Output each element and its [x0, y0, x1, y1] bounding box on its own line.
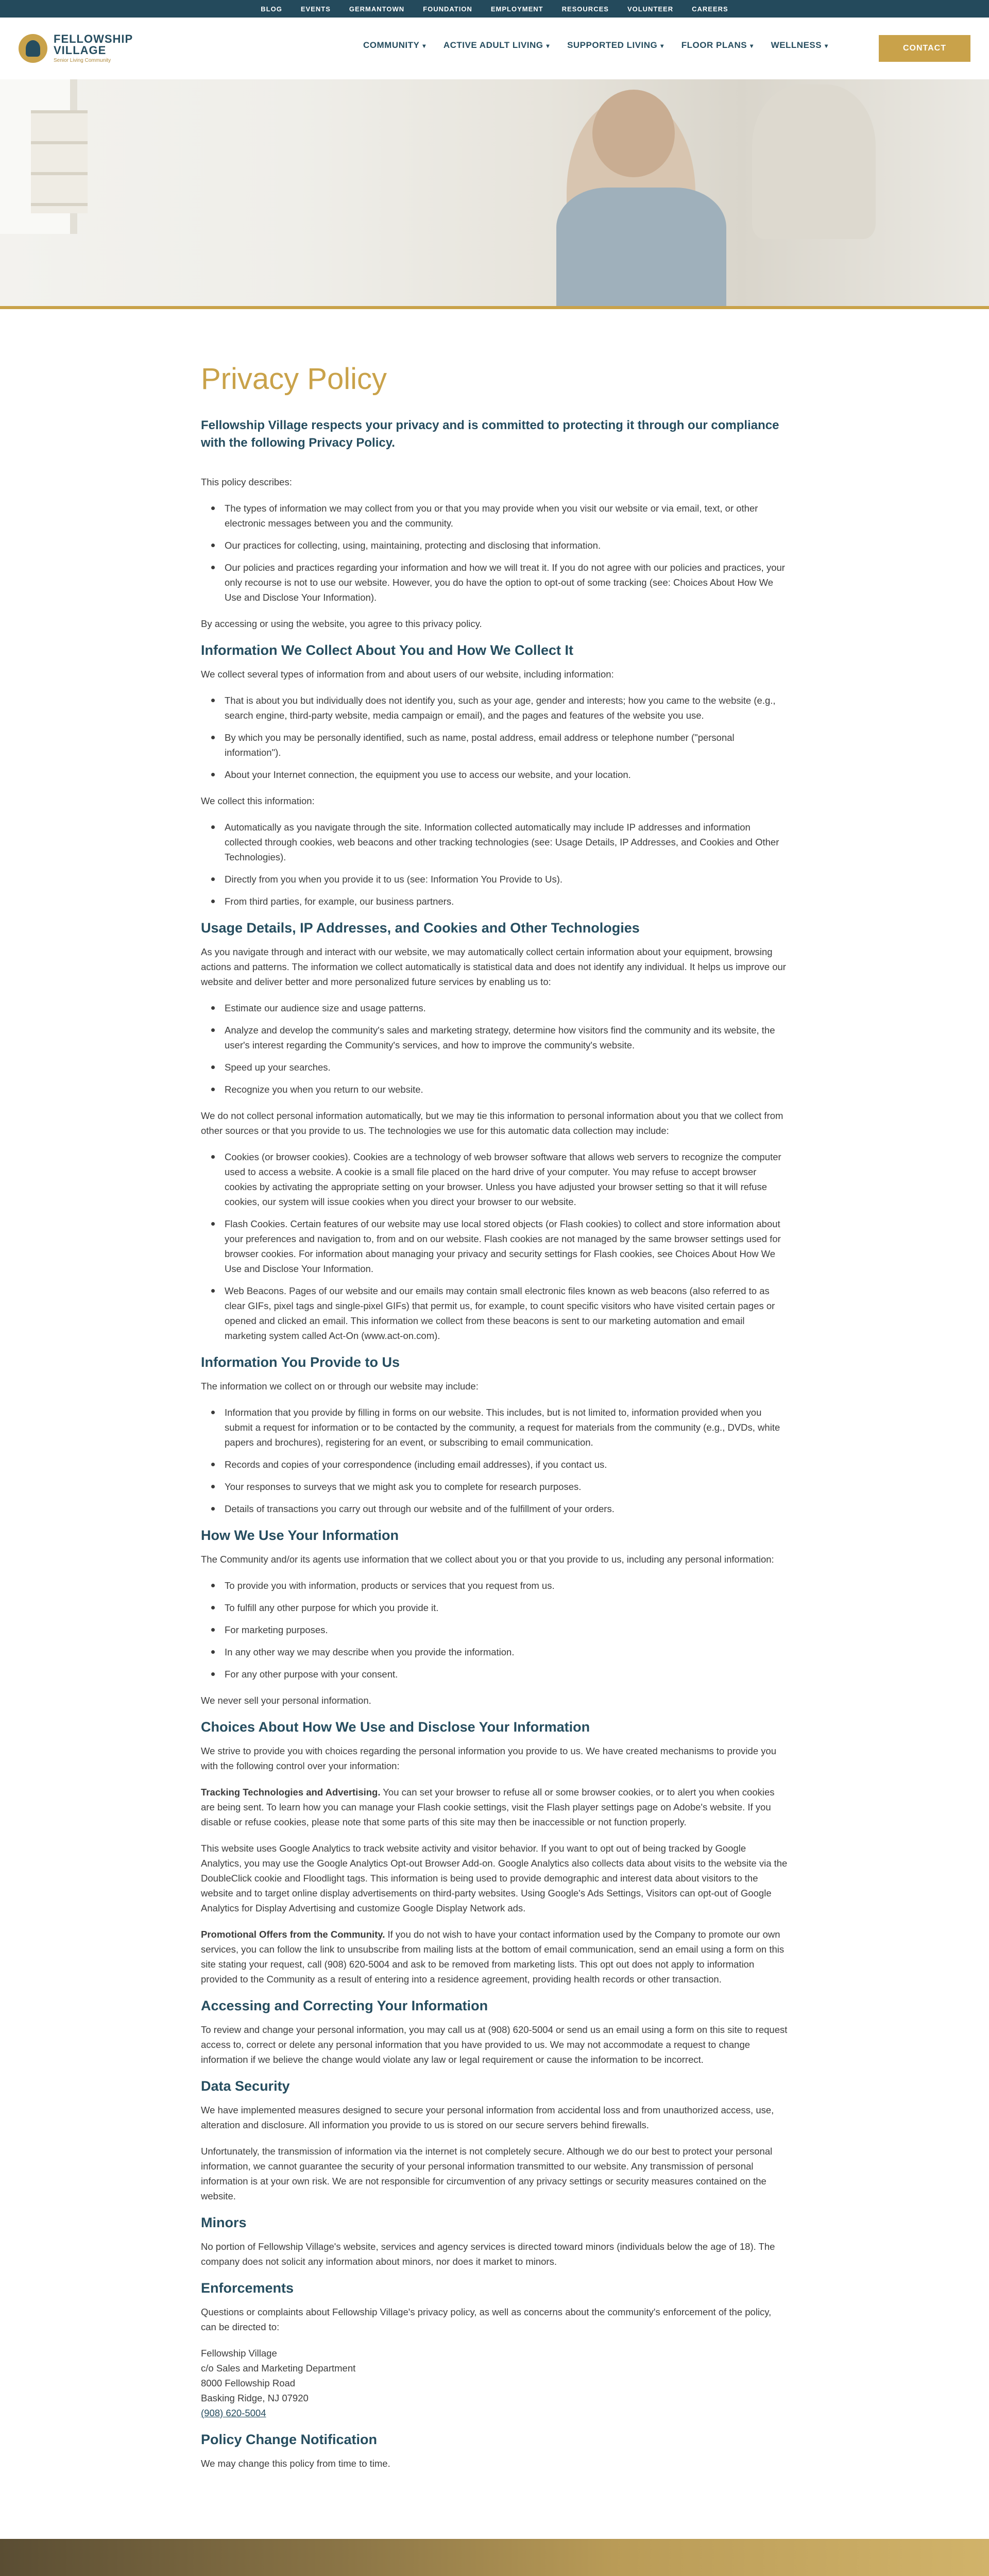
- hero-shirt: [556, 188, 726, 306]
- heading-usage: Usage Details, IP Addresses, and Cookies and Other Technologies: [201, 920, 640, 936]
- paragraph: This website uses Google Analytics to track website activity and visitor behavior. If you want to opt out of being tracked by Google Analytics, you may use the Google Analytics Opt-out Browser Add-on. Google Analytics also collects data about visits to the website via the DoubleClick cookie and Floodlight tags. This information is being used to provide demographic and interest data about visitors to the website and to target online display advertisements on third-party websites. Using Google's Ads Settings, Visitors can opt-out of Google Analytics for Display Advertising and customize Google Display Network ads.: [201, 1843, 788, 1913]
- paragraph: Tracking Technologies and Advertising. You can set your browser to refuse all or some browser cookies, or to alert you when cookies are being sent. To learn how you can manage your Flash cookie settings, visit the Flash player settings page on Adobe's website. If you disable or refuse cookies, please note that some parts of this site may then be inaccessible or not function properly.: [201, 1787, 775, 1827]
- heading-access: Accessing and Correcting Your Information: [201, 1998, 488, 2013]
- list-item: Directly from you when you provide it to us (see: Information You Provide to Us).: [223, 872, 788, 887]
- list-item: Cookies (or browser cookies). Cookies are a technology of web browser software that allows web servers to recognize the computer used to access a website. A cookie is a small file placed on the hard drive of your computer. You may refuse to accept browser cookies by activating the appropriate setting on your browser. Unless you have adjusted your browser setting so that it will refuse cookies, our system will issue cookies when you direct your browser to our website.: [223, 1149, 788, 1209]
- collect-list: [223, 693, 788, 782]
- list-item: To provide you with information, products or services that you request from us.: [223, 1578, 788, 1593]
- tech-list: [223, 1149, 788, 1343]
- paragraph: We have implemented measures designed to secure your personal information from accidental loss and from unauthorized access, use, alteration and disclosure. All information you provide to us is stored on our secure servers behind firewalls.: [201, 2105, 774, 2130]
- list-item: In any other way we may describe when you provide the information.: [223, 1645, 788, 1659]
- list-item: To fulfill any other purpose for which you provide it.: [223, 1600, 788, 1615]
- list-item: That is about you but individually does not identify you, such as your age, gender and interests; how you came to the website (e.g., search engine, third-party website, media campaign or email), and the pages and features of the website you use.: [223, 693, 788, 723]
- list-item: Recognize you when you return to our website.: [223, 1082, 788, 1097]
- policy-lead: Fellowship Village respects your privacy and is committed to protecting it through our compliance with the following Privacy Policy.: [201, 418, 779, 450]
- phone-link[interactable]: (908) 620-5004: [201, 2408, 266, 2418]
- chevron-down-icon: ▾: [546, 42, 550, 49]
- utility-link[interactable]: CAREERS: [692, 5, 728, 13]
- logo-text-line2: VILLAGE: [54, 44, 107, 57]
- paragraph: We collect several types of information from and about users of our website, including information:: [201, 669, 614, 680]
- heading-choices: Choices About How We Use and Disclose Your Information: [201, 1719, 590, 1735]
- list-item: Flash Cookies. Certain features of our website may use local stored objects (or Flash cookies) to collect and store information about your preferences and navigation to, from and on our website. Flash cookies are not managed by the same browser settings used for browser cookies. For information about managing your privacy and security settings for Flash cookies, see Choices About How We Use and Disclose Your Information.: [223, 1216, 788, 1276]
- chevron-down-icon: ▾: [750, 42, 754, 49]
- logo-tagline: Senior Living Community: [54, 58, 111, 63]
- paragraph: No portion of Fellowship Village's website, services and agency services is directed toward minors (individuals below the age of 18). The company does not solicit any information about minors, nor does it market to minors.: [201, 2241, 775, 2267]
- list-item: Analyze and develop the community's sales and marketing strategy, determine how visitors find the community and its website, the user's interest regarding the Community's services, and how to improve the community's website.: [223, 1023, 788, 1053]
- list-item: Our policies and practices regarding your information and how we will treat it. If you do not agree with our policies and practices, your only recourse is not to use our website. However, you do have the option to opt-out of some tracking (see: Choices About How We Use and Disclose Your Information).: [223, 560, 788, 605]
- list-item: For marketing purposes.: [223, 1622, 788, 1637]
- paragraph: Unfortunately, the transmission of information via the internet is not completely secure. Although we do our best to protect your personal information, we cannot guarantee the security of your personal information transmitted to our website. Any transmission of personal information is at your own risk. We are not responsible for circumvention of any privacy settings or security measures contained on the website.: [201, 2146, 773, 2201]
- paragraph: We collect this information:: [201, 795, 315, 806]
- hero-shelf: [31, 110, 88, 213]
- contact-address: [201, 2346, 788, 2420]
- utility-link[interactable]: VOLUNTEER: [627, 5, 674, 13]
- logo-mark-icon: [19, 34, 47, 63]
- contact-button[interactable]: CONTACT: [879, 35, 970, 62]
- paragraph: We never sell your personal information.: [201, 1695, 371, 1706]
- policy-agree: By accessing or using the website, you agree to this privacy policy.: [201, 618, 482, 629]
- nav-active-adult-living[interactable]: ACTIVE ADULT LIVING ▾: [443, 40, 550, 50]
- list-item: By which you may be personally identified, such as name, postal address, email address or telephone number ("personal information").: [223, 730, 788, 760]
- use-list: [223, 1578, 788, 1682]
- paragraph: We may change this policy from time to time.: [201, 2458, 390, 2469]
- list-item: From third parties, for example, our business partners.: [223, 894, 788, 909]
- paragraph: The Community and/or its agents use information that we collect about you or that you provide to us, including any personal information:: [201, 1554, 774, 1565]
- heading-minors: Minors: [201, 2215, 247, 2230]
- hero-person-man: [592, 90, 675, 177]
- list-item: Details of transactions you carry out through our website and of the fulfillment of your orders.: [223, 1501, 788, 1516]
- describes-list: [223, 501, 788, 605]
- address-line: c/o Sales and Marketing Department: [201, 2363, 356, 2374]
- paragraph: Questions or complaints about Fellowship Village's privacy policy, as well as concerns about the community's enforcement of the policy, can be directed to:: [201, 2307, 772, 2332]
- hero-lamp: [752, 84, 876, 239]
- contact-section: [0, 2539, 989, 2576]
- paragraph: The information we collect on or through our website may include:: [201, 1381, 479, 1392]
- hero-image: [0, 79, 989, 306]
- chevron-down-icon: ▾: [660, 42, 664, 49]
- list-item: Speed up your searches.: [223, 1060, 788, 1075]
- utility-link[interactable]: FOUNDATION: [423, 5, 472, 13]
- utility-bar: [0, 0, 989, 18]
- list-item: Our practices for collecting, using, maintaining, protecting and disclosing that information.: [223, 538, 788, 553]
- utility-link[interactable]: EMPLOYMENT: [490, 5, 543, 13]
- paragraph: We strive to provide you with choices regarding the personal information you provide to us. We have created mechanisms to provide you with the following control over your information:: [201, 1745, 777, 1771]
- heading-collect: Information We Collect About You and How We Collect It: [201, 642, 574, 658]
- nav-supported-living[interactable]: SUPPORTED LIVING ▾: [567, 40, 664, 50]
- logo-text-line1: FELLOWSHIP: [54, 32, 133, 45]
- collect-how-list: [223, 820, 788, 909]
- paragraph: We do not collect personal information automatically, but we may tie this information to personal information about you that we collect from other sources or that you provide to us. The technologies we use for this automatic data collection may include:: [201, 1110, 783, 1136]
- utility-link[interactable]: RESOURCES: [561, 5, 609, 13]
- logo[interactable]: [19, 33, 133, 63]
- nav-floor-plans[interactable]: FLOOR PLANS ▾: [681, 40, 754, 50]
- address-line: Basking Ridge, NJ 07920: [201, 2393, 309, 2403]
- list-item: Web Beacons. Pages of our website and our emails may contain small electronic files known as web beacons (also referred to as clear GIFs, pixel tags and single-pixel GIFs) that permit us, for example, to count specific visitors who have visited certain pages or opened and clicked an email. This information we collect from these beacons is sent to our marketing automation and email marketing system called Act-On (www.act-on.com).: [223, 1283, 788, 1343]
- heading-provide: Information You Provide to Us: [201, 1354, 400, 1370]
- utility-link[interactable]: BLOG: [261, 5, 282, 13]
- paragraph: Promotional Offers from the Community. If you do not wish to have your contact information used by the Company to promote our own services, you can follow the link to unsubscribe from mailing lists at the bottom of email communication, send an email using a form on this site stating your request, call (908) 620-5004 and ask to be removed from marketing lists. This opt out does not apply to information provided to the Community as a result of entering into a residence agreement, providing health records or other transaction.: [201, 1929, 785, 1985]
- page-title: Privacy Policy: [201, 362, 387, 396]
- address-line: Fellowship Village: [201, 2348, 277, 2359]
- main-nav: [363, 40, 828, 50]
- heading-enforcements: Enforcements: [201, 2280, 294, 2296]
- provide-list: [223, 1405, 788, 1516]
- heading-security: Data Security: [201, 2078, 290, 2094]
- heading-use: How We Use Your Information: [201, 1528, 399, 1543]
- site-header: [0, 18, 989, 79]
- list-item: The types of information we may collect from you or that you may provide when you visit our website or via email, text, or other electronic messages between you and the community.: [223, 501, 788, 531]
- list-item: Estimate our audience size and usage patterns.: [223, 1001, 788, 1015]
- utility-link[interactable]: GERMANTOWN: [349, 5, 405, 13]
- address-line: 8000 Fellowship Road: [201, 2378, 296, 2388]
- nav-wellness[interactable]: WELLNESS ▾: [771, 40, 828, 50]
- chevron-down-icon: ▾: [422, 42, 426, 49]
- policy-describes: This policy describes:: [201, 477, 292, 487]
- list-item: Records and copies of your correspondence (including email addresses), if you contact us.: [223, 1457, 788, 1472]
- usage-list: [223, 1001, 788, 1097]
- privacy-policy-content: [201, 309, 788, 2539]
- nav-community[interactable]: COMMUNITY ▾: [363, 40, 426, 50]
- utility-link[interactable]: EVENTS: [300, 5, 331, 13]
- list-item: Information that you provide by filling in forms on our website. This includes, but is not limited to, information provided when you submit a request for information or to be contacted by the community, a request for materials from the community (e.g., DVDs, white papers and brochures), registering for an event, or subscribing to email communication.: [223, 1405, 788, 1450]
- heading-change: Policy Change Notification: [201, 2432, 378, 2447]
- list-item: About your Internet connection, the equipment you use to access our website, and your location.: [223, 767, 788, 782]
- chevron-down-icon: ▾: [825, 42, 828, 49]
- list-item: Your responses to surveys that we might ask you to complete for research purposes.: [223, 1479, 788, 1494]
- paragraph: As you navigate through and interact with our website, we may automatically collect certain information about your equipment, browsing actions and patterns. The information we collect automatically is statistical data and does not identify any individual. It helps us improve our website and deliver better and more personalized future services by enabling us to:: [201, 946, 786, 987]
- paragraph: To review and change your personal information, you may call us at (908) 620-5004 or send us an email using a form on this site to request access to, correct or delete any personal information that you have provided to us. We may not accommodate a request to change information if we believe the change would violate any law or legal requirement or cause the information to be incorrect.: [201, 2024, 788, 2065]
- list-item: Automatically as you navigate through the site. Information collected automatically may include IP addresses and information collected through cookies, web beacons and other tracking technologies (see: Usage Details, IP Addresses, and Cookies and Other Technologies).: [223, 820, 788, 865]
- list-item: For any other purpose with your consent.: [223, 1667, 788, 1682]
